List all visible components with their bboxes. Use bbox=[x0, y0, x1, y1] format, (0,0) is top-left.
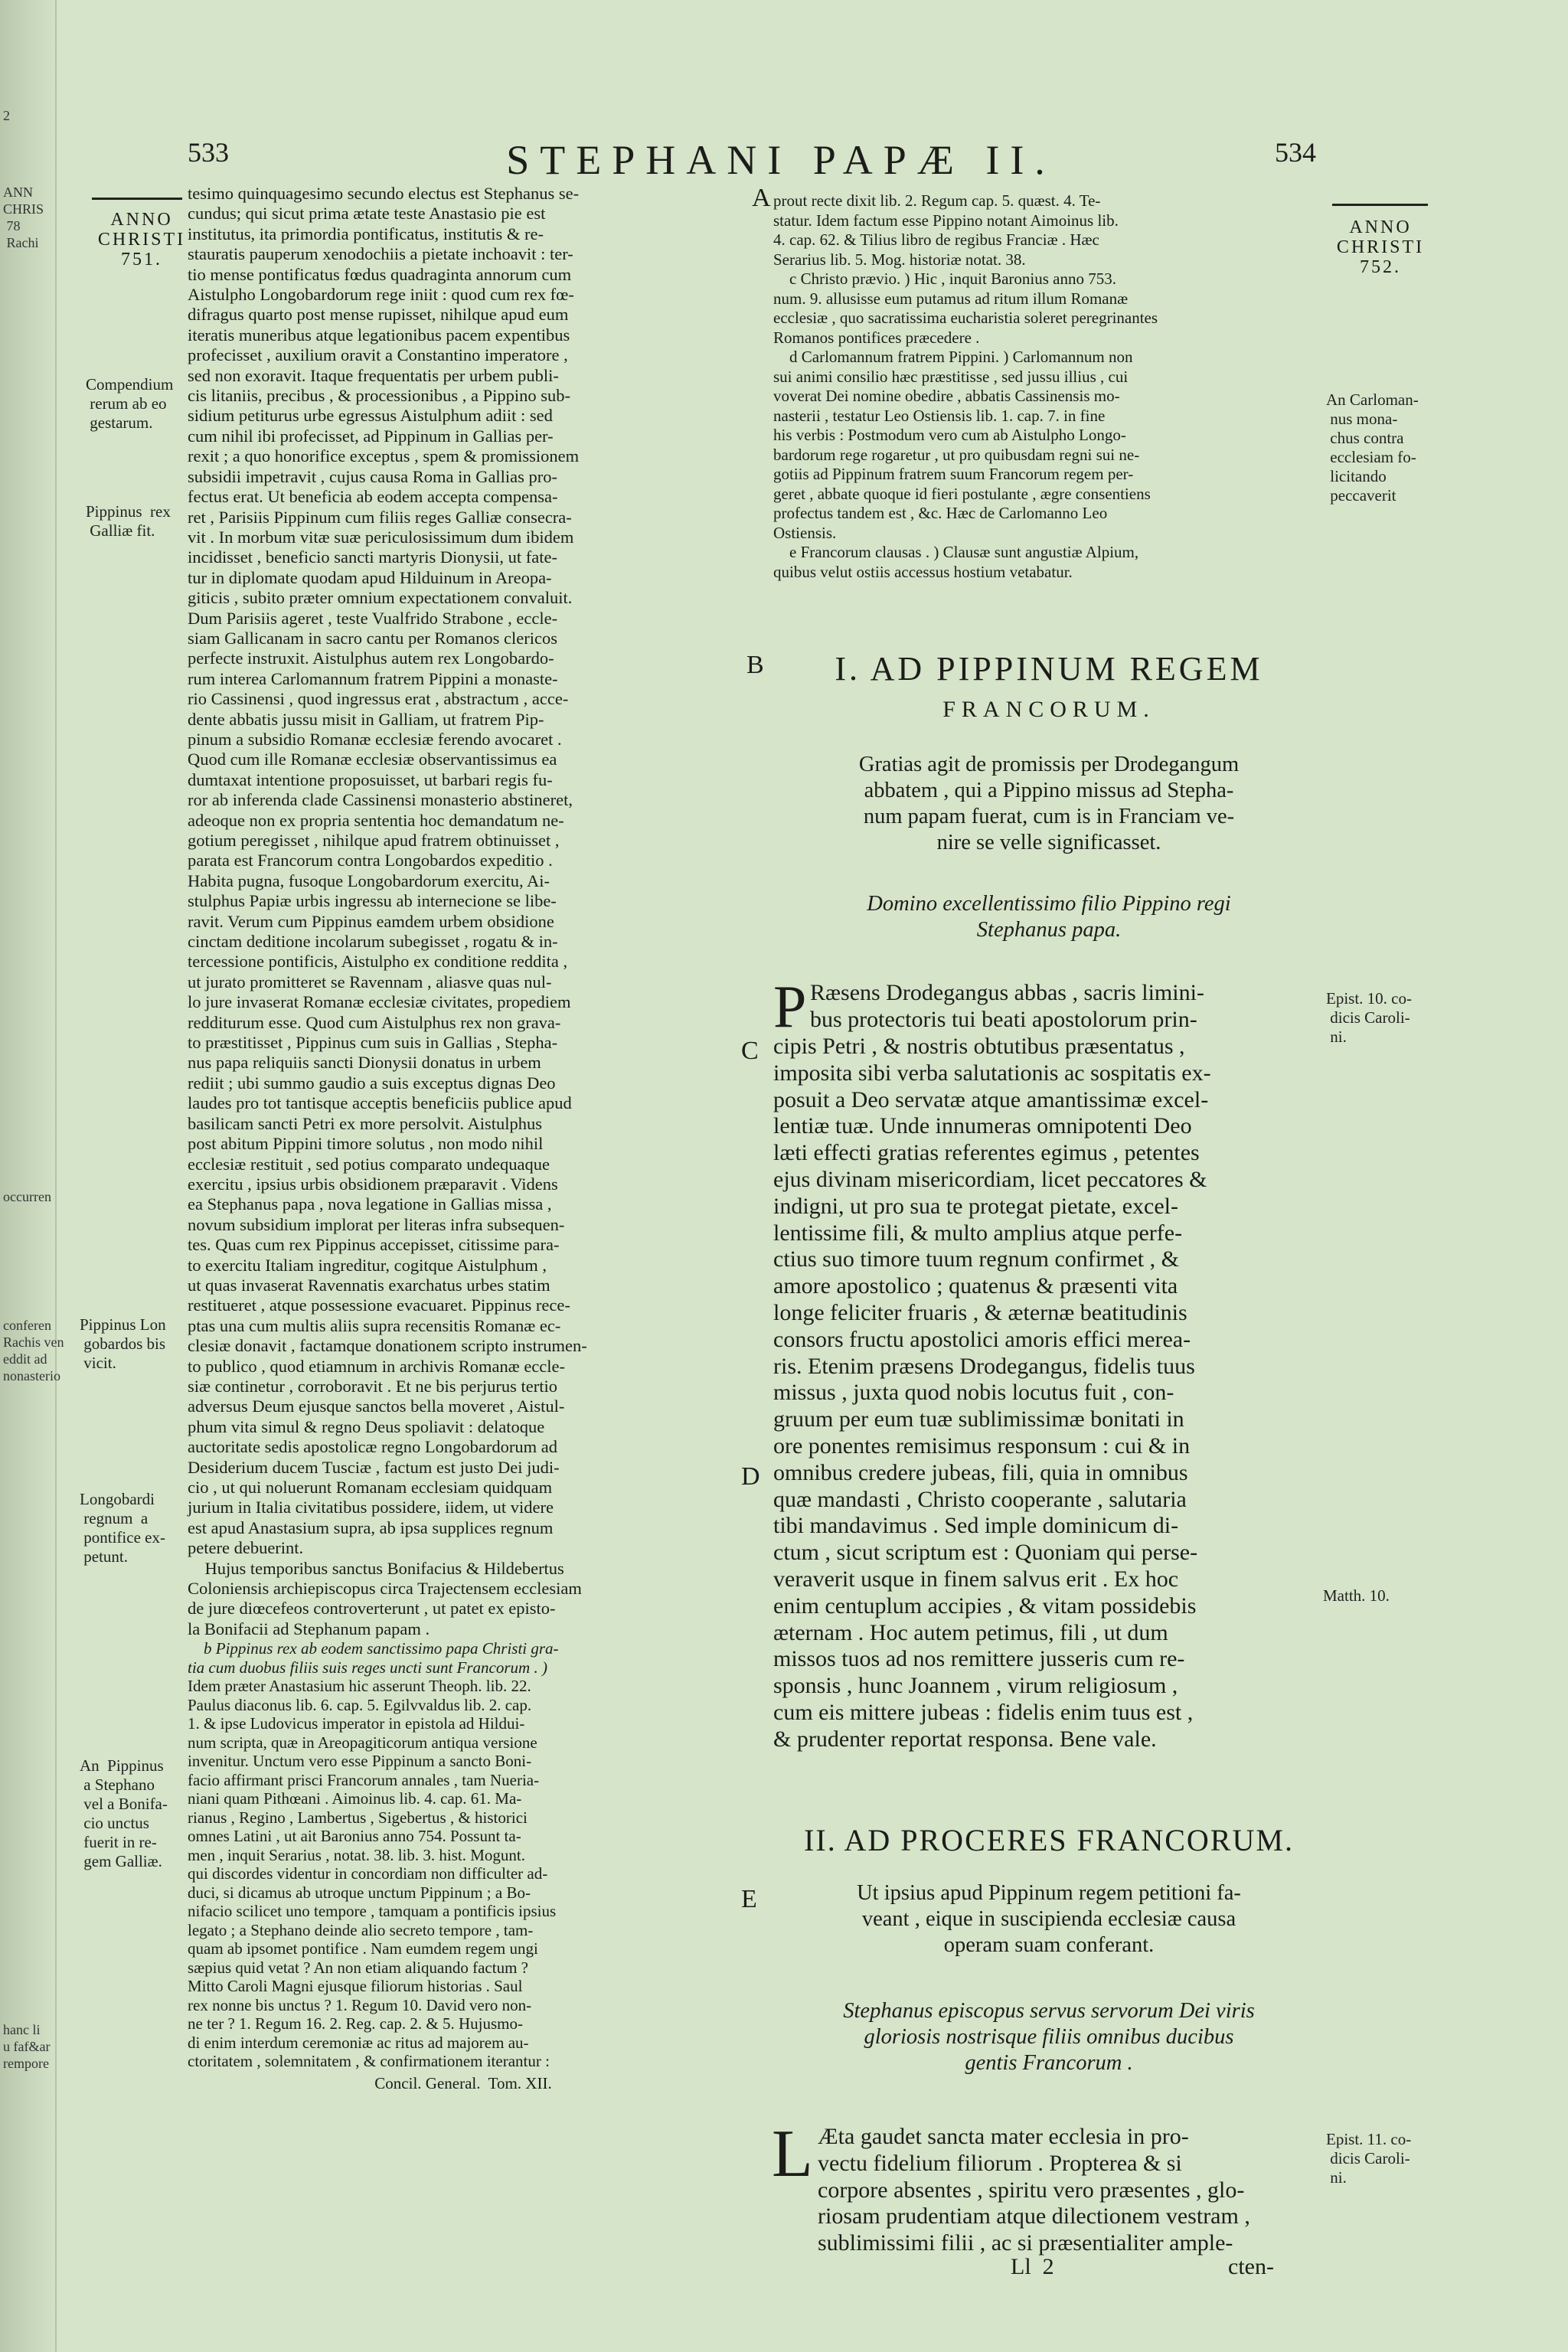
anno-christi-right: ANNO CHRISTI 752. bbox=[1336, 217, 1425, 277]
letter-1-salutation-text: Domino excellentissimo filio Pippino regi Stephanus papa. bbox=[867, 892, 1231, 942]
section-marker-c: C bbox=[741, 1037, 759, 1065]
edge-fragment: 2 bbox=[3, 108, 10, 123]
footer-concil: Concil. General. Tom. XII. bbox=[374, 2073, 552, 2092]
letter-2-body-text: Æta gaudet sancta mater ecclesia in pro- vectu fidelium filiorum . Propterea & si corpore absentes , spiritu vero præsentes , glo- riosam prudentiam atque dilectionem vestram , sublimissimi filii , ac si præsentialiter ample- bbox=[818, 2124, 1250, 2256]
dropcap-l: L bbox=[772, 2117, 813, 2191]
page-number-left: 533 bbox=[188, 137, 229, 168]
edge-fragment: conferen Rachis ven eddit ad nonasterio bbox=[3, 1318, 64, 1383]
edge-fragment: hanc li u faf&ar rempore bbox=[3, 2022, 51, 2071]
left-body-text: tesimo quinquagesimo secundo electus est Stephanus se- cundus; qui sicut prima ætate teste Anastasio pie est institutus, ita primordia pontificatus, institutis & re- stauratis pauperum xenodochiis a pietate inchoavit : ter- tio mense pontificatus fœdus quadraginta annorum cum Aistulpho Longobardorum rege iniit : quod cum rex fœ- difragus quarto post mense rupisset, nihilque apud eum iteratis muneribus atque legationibus pacem expentibus profecisset , auxilium oravit a Constantino imperatore , sed non exoravit. Itaque frequentatis per urbem publi- cis litaniis, precibus , & processionibus , a Pippino sub- sidium petiturus urbe egressus Aistulphum adiit : sed cum nihil ibi profecisset, ad Pippinum in Gallias per- rexit ; a quo honorifice exceptus , spem & promissionem subsidii impetravit , cujus causa Roma in Gallias pro- fectus erat. Ut beneficia ab eodem accepta compensa- ret , Parisiis Pippinum cum filiis reges Galliæ consecra- vit . In morbum vitæ suæ periculosissimum dum ibidem incidisset , beneficio sancti martyris Dionysii, ut fate- tur in diplomate quodam apud Hilduinum in Areopa- giticis , subito præter omnium expectationem convaluit. Dum Parisiis ageret , teste Vualfrido Strabone , eccle- siam Gallicanam in sacro cantu per Romanos clericos perfecte instruxit. Aistulphus autem rex Longobardo- rum interea Carlomannum fratrem Pippini a monaste- rio Cassinensi , quod ingressus erat , abstractum , acce- dente abbatis jussu misit in Galliam, ut fratrem Pip- pinum a subsidio Romanæ ecclesiæ ferendo avocaret . Quod cum ille Romanæ ecclesiæ observantissimus ea dumtaxat intentione proposuisset, ut barbari regis fu- ror ab inferenda clade Cassinensi monasterio abstineret, adeoque non ex propria sententia hoc demandatum ne- gotium peregisset , nihilque apud fratrem obtinuisset , parata est Francorum contra Longobardos expeditio . Habita pugna, fusoque Longobardorum exercitu, Ai- stulphus Papiæ urbis ingressu ab internecione se libe- ravit. Verum cum Pippinus eamdem urbem obsidione cinctam deditione incolarum subegisset , rogatu & in- tercessione pontificis, Aistulpho ex conditione reddita , ut jurato promitteret se Ravennam , aliasve quas nul- lo jure invaserat Romanæ ecclesiæ civitates, propediem redditurum esse. Quod cum Aistulphus rex non grava- to præstitisset , Pippinus cum suis in Gallias , Stepha- nus papa reliquiis sancti Dionysii donatus in urbem rediit ; ubi summo gaudio a suis exceptus dignas Deo laudes pro tot tantisque acceptis beneficiis publice apud basilicam sancti Petri ex more persolvit. Aistulphus post abitum Pippini timore solutus , non modo nihil ecclesiæ restituit , sed potius comparato undequaque exercitu , ipsius urbis obsidionem præparavit . Videns ea Stephanus papa , nova legatione in Gallias missa , novum subsidium implorat per literas infra subsequen- tes. Quas cum rex Pippinus accepisset, citissime para- to exercitu Italiam ingreditur, cogitque Aistulphum , ut quas invaserat Ravennatis exarchatus urbes statim restitueret , atque possessione evacuaret. Pippinus rece- ptas una cum multis aliis supra recensitis Romanæ ec- clesiæ donavit , factamque donationem scripto instrumen- to publico , quod etiamnum in archivis Romanæ eccle- siæ continetur , corroboravit . Et ne bis perjurus tertio adversus Deum ejusque sanctos bella moveret , Aistul- phum vita simul & regno Deus spoliavit : delatoque auctoritate sedis apostolicæ regno Longobardorum ad Desiderium ducem Tusciæ , factum est justo Dei judi- cio , ut qui noluerunt Romanam ecclesiam quidquam jurium in Italia civitatibus possidere, iidem, ut videre est apud Anastasium supra, ab ipsa supplices regnum petere debuerint. Hujus temporibus sanctus Bonifacius & Hildebertus Coloniensis archiepiscopus circa Trajectensem ecclesiam de jure diœcefeos controverterunt , ut patet ex episto- la Bonifacii ad Stephanum papam . bbox=[188, 184, 587, 1638]
margin-note-epist-11: Epist. 11. co- dicis Caroli- ni. bbox=[1326, 2130, 1412, 2187]
page-title: STEPHANI PAPÆ II. bbox=[506, 137, 1056, 183]
margin-note-epist-10: Epist. 10. co- dicis Caroli- ni. bbox=[1326, 989, 1412, 1046]
letter-1-heading: I. AD PIPPINUM REGEM bbox=[835, 650, 1263, 688]
running-header bbox=[0, 136, 1568, 182]
edge-fragment: occurren bbox=[3, 1189, 51, 1204]
page-number-right: 534 bbox=[1275, 137, 1316, 168]
letter-2-argument bbox=[773, 1880, 1325, 1958]
dropcap-p: P bbox=[773, 973, 807, 1040]
margin-note-matth: Matth. 10. bbox=[1323, 1586, 1390, 1605]
letter-2-argument-text: Ut ipsius apud Pippinum regem petitioni fa- veant , eique in suscipienda ecclesiæ causa operam suam conferant. bbox=[857, 1881, 1241, 1957]
section-marker-a: A bbox=[752, 184, 771, 212]
margin-note-longobardi: Longobardi regnum a pontifice ex- petunt. bbox=[80, 1490, 165, 1566]
letter-1-body bbox=[773, 1034, 1325, 1753]
margin-note-pippinus-rex: Pippinus rex Galliæ fit. bbox=[86, 502, 171, 540]
signature-mark: Ll 2 bbox=[1011, 2254, 1054, 2279]
section-marker-d: D bbox=[741, 1462, 760, 1491]
left-column bbox=[188, 184, 739, 2092]
section-marker-e: E bbox=[741, 1885, 757, 1913]
anno-rule-right bbox=[1332, 204, 1428, 206]
margin-note-an-carolomannus: An Carloman- nus mona- chus contra ecclesiam fo- licitando peccaverit bbox=[1326, 390, 1419, 505]
letter-2-body bbox=[818, 2124, 1331, 2257]
letter-1-subheading: FRANCORUM. bbox=[942, 697, 1155, 722]
right-footnotes-text: prout recte dixit lib. 2. Regum cap. 5. quæst. 4. Te- statur. Idem factum esse Pippino notant Aimoinus lib. 4. cap. 62. & Tilius libro de regibus Franciæ . Hæc Serarius lib. 5. Mog. historiæ notat. 38. c Christo prævio. ) Hic , inquit Baronius anno 753. num. 9. allusisse eum putamus ad ritum illum Romanæ ecclesiæ , quo sacratissima eucharistia soleret peregrinantes Romanos pontifices præcedere . d Carlomannum fratrem Pippini. ) Carlomannum non sui animi consilio hæc præstitisse , sed jussu illius , cui voverat Dei nomine obedire , abbatis Cassinensis mo- nasterii , testatur Leo Ostiensis lib. 1. cap. 7. in fine his verbis : Postmodum vero cum ab Aistulpho Longo- bardorum rege rogaretur , ut pro quibusdam regni sui ne- gotiis ad Pippinum fratrem suum Francorum regem per- geret , abbate quoque id fieri postulante , ægre consentiens profectus tandem est , &c. Hæc de Carlomanno Leo Ostiensis. e Francorum clausas . ) Clausæ sunt angustiæ Alpium, quibus velut ostiis accessus hostium vetabatur. bbox=[773, 191, 1158, 581]
margin-note-compendium: Compendium rerum ab eo gestarum. bbox=[86, 375, 174, 432]
footnote-b-text: Idem præter Anastasium hic asserunt Theoph. lib. 22. Paulus diaconus lib. 6. cap. 5. Egilvvaldus lib. 2. cap. 1. & ipse Ludovicus imperator in epistola ad Hildui- num scripta, quæ in Areopagiticorum antiqua versione invenitur. Unctum vero esse Pippinum a sancto Boni- facio affirmant prisci Francorum annales , tam Nueria- niani quam Pithœani . Aimoinus lib. 4. cap. 61. Ma- rianus , Regino , Lambertus , Sigebertus , & historici omnes Latini , ut ait Baronius anno 754. Possunt ta- men , inquit Serarius , notat. 38. lib. 3. hist. Mogunt. qui discordes videntur in concordiam non difficulter ad- duci, si dicamus ab utroque unctum Pippinum ; a Bo- nifacio scilicet uno tempore , tamquam a pontificis ipsius legato ; a Stephano deinde alio secreto tempore , tam- quam ab ipsomet pontifice . Nam eumdem regem ungi sæpius quid vetat ? An non etiam aliquando factum ? Mitto Caroli Magni ejusque filiorum historias . Saul rex nonne bis unctus ? 1. Regum 10. David vero non- ne ter ? 1. Regum 16. 2. Reg. cap. 2. & 5. Hujusmo- di enim interdum ceremoniæ ac ritus ad majorem au- ctoritatem , solemnitatem , & confirmationem iterantur : bbox=[188, 1677, 557, 2071]
margin-note-an-pippinus: An Pippinus a Stephano vel a Bonifa- cio unctus fuerit in re- gem Galliæ. bbox=[80, 1756, 168, 1870]
letter-2-salutation bbox=[773, 1998, 1325, 2076]
letter-1-argument-text: Gratias agit de promissis per Drodegangum abbatem , qui a Pippino missus ad Stepha- num papam fuerat, cum is in Franciam ve- nire se velle significasset. bbox=[858, 753, 1240, 854]
letter-1-first-lines bbox=[810, 980, 1331, 1034]
letter-2-heading: II. AD PROCERES FRANCORUM. bbox=[804, 1823, 1294, 1857]
footnote-b-lemma: b Pippinus rex ab eodem sanctissimo papa Christi gra- tia cum duobus filiis suis reges uncti sunt Francorum . ) bbox=[188, 1639, 559, 1677]
letter-1-body-text: cipis Petri , & nostris obtutibus præsentatus , imposita sibi verba salutationis ac sospitatis ex- posuit a Deo servatæ atque amantissimæ excel- lentiæ tuæ. Unde innumeras omnipotenti Deo læti effecti gratias referentes egimus , petentes ejus divinam misericordiam, licet peccatores & indigni, ut pro sua te protegat pietate, excel- lentissime fili, & multo amplius atque perfe- ctius suo timore tuum regnum confirmet , & amore apostolico ; quatenus & præsenti vita longe feliciter fruaris , & æternæ beatitudinis consors fructu apostolici amoris effici merea- ris. Etenim præsens Drodegangus, fidelis tuus missus , juxta quod nobis locutus fuit , con- gruum per eum tuæ sublimissimæ bonitati in ore ponentes remisimus responsum : cui & in omnibus credere jubeas, fili, quia in omnibus quæ mandasti , Christo cooperante , salutaria tibi mandavimus . Sed imple dominicum di- ctum , sicut scriptum est : Quoniam qui perse- veraverit usque in finem salvus erit . Ex hoc enim centuplum accipies , & vitam possidebis æternam . Hoc autem petimus, fili , ut dum missos tuos ad nos remittere jusseris cum re- sponsis , hunc Joannem , virum religiosum , cum eis mittere jubeas : fidelis enim tuus est , & prudenter reportat responsa. Bene vale. bbox=[773, 1034, 1211, 1752]
section-marker-b: B bbox=[746, 651, 764, 679]
letter-1-argument bbox=[773, 752, 1325, 856]
anno-rule-left bbox=[92, 198, 182, 200]
letter-2-salutation-text: Stephanus episcopus servus servorum Dei viris gloriosis nostrisque filiis omnibus ducibus gentis Francorum . bbox=[843, 1999, 1255, 2075]
catchword: cten- bbox=[1228, 2254, 1274, 2279]
letter-1-salutation bbox=[773, 891, 1325, 943]
anno-christi-left: ANNO CHRISTI 751. bbox=[97, 210, 186, 270]
facing-page-edge bbox=[0, 0, 64, 2352]
edge-fragment: ANN CHRIS 78 Rachi bbox=[3, 185, 44, 250]
right-footnotes bbox=[773, 191, 1325, 582]
letter-1-first-lines-text: Ræsens Drodegangus abbas , sacris limini- bus protectoris tui beati apostolorum prin- bbox=[810, 980, 1204, 1032]
margin-note-pippinus-lon: Pippinus Lon gobardos bis vicit. bbox=[80, 1315, 166, 1372]
